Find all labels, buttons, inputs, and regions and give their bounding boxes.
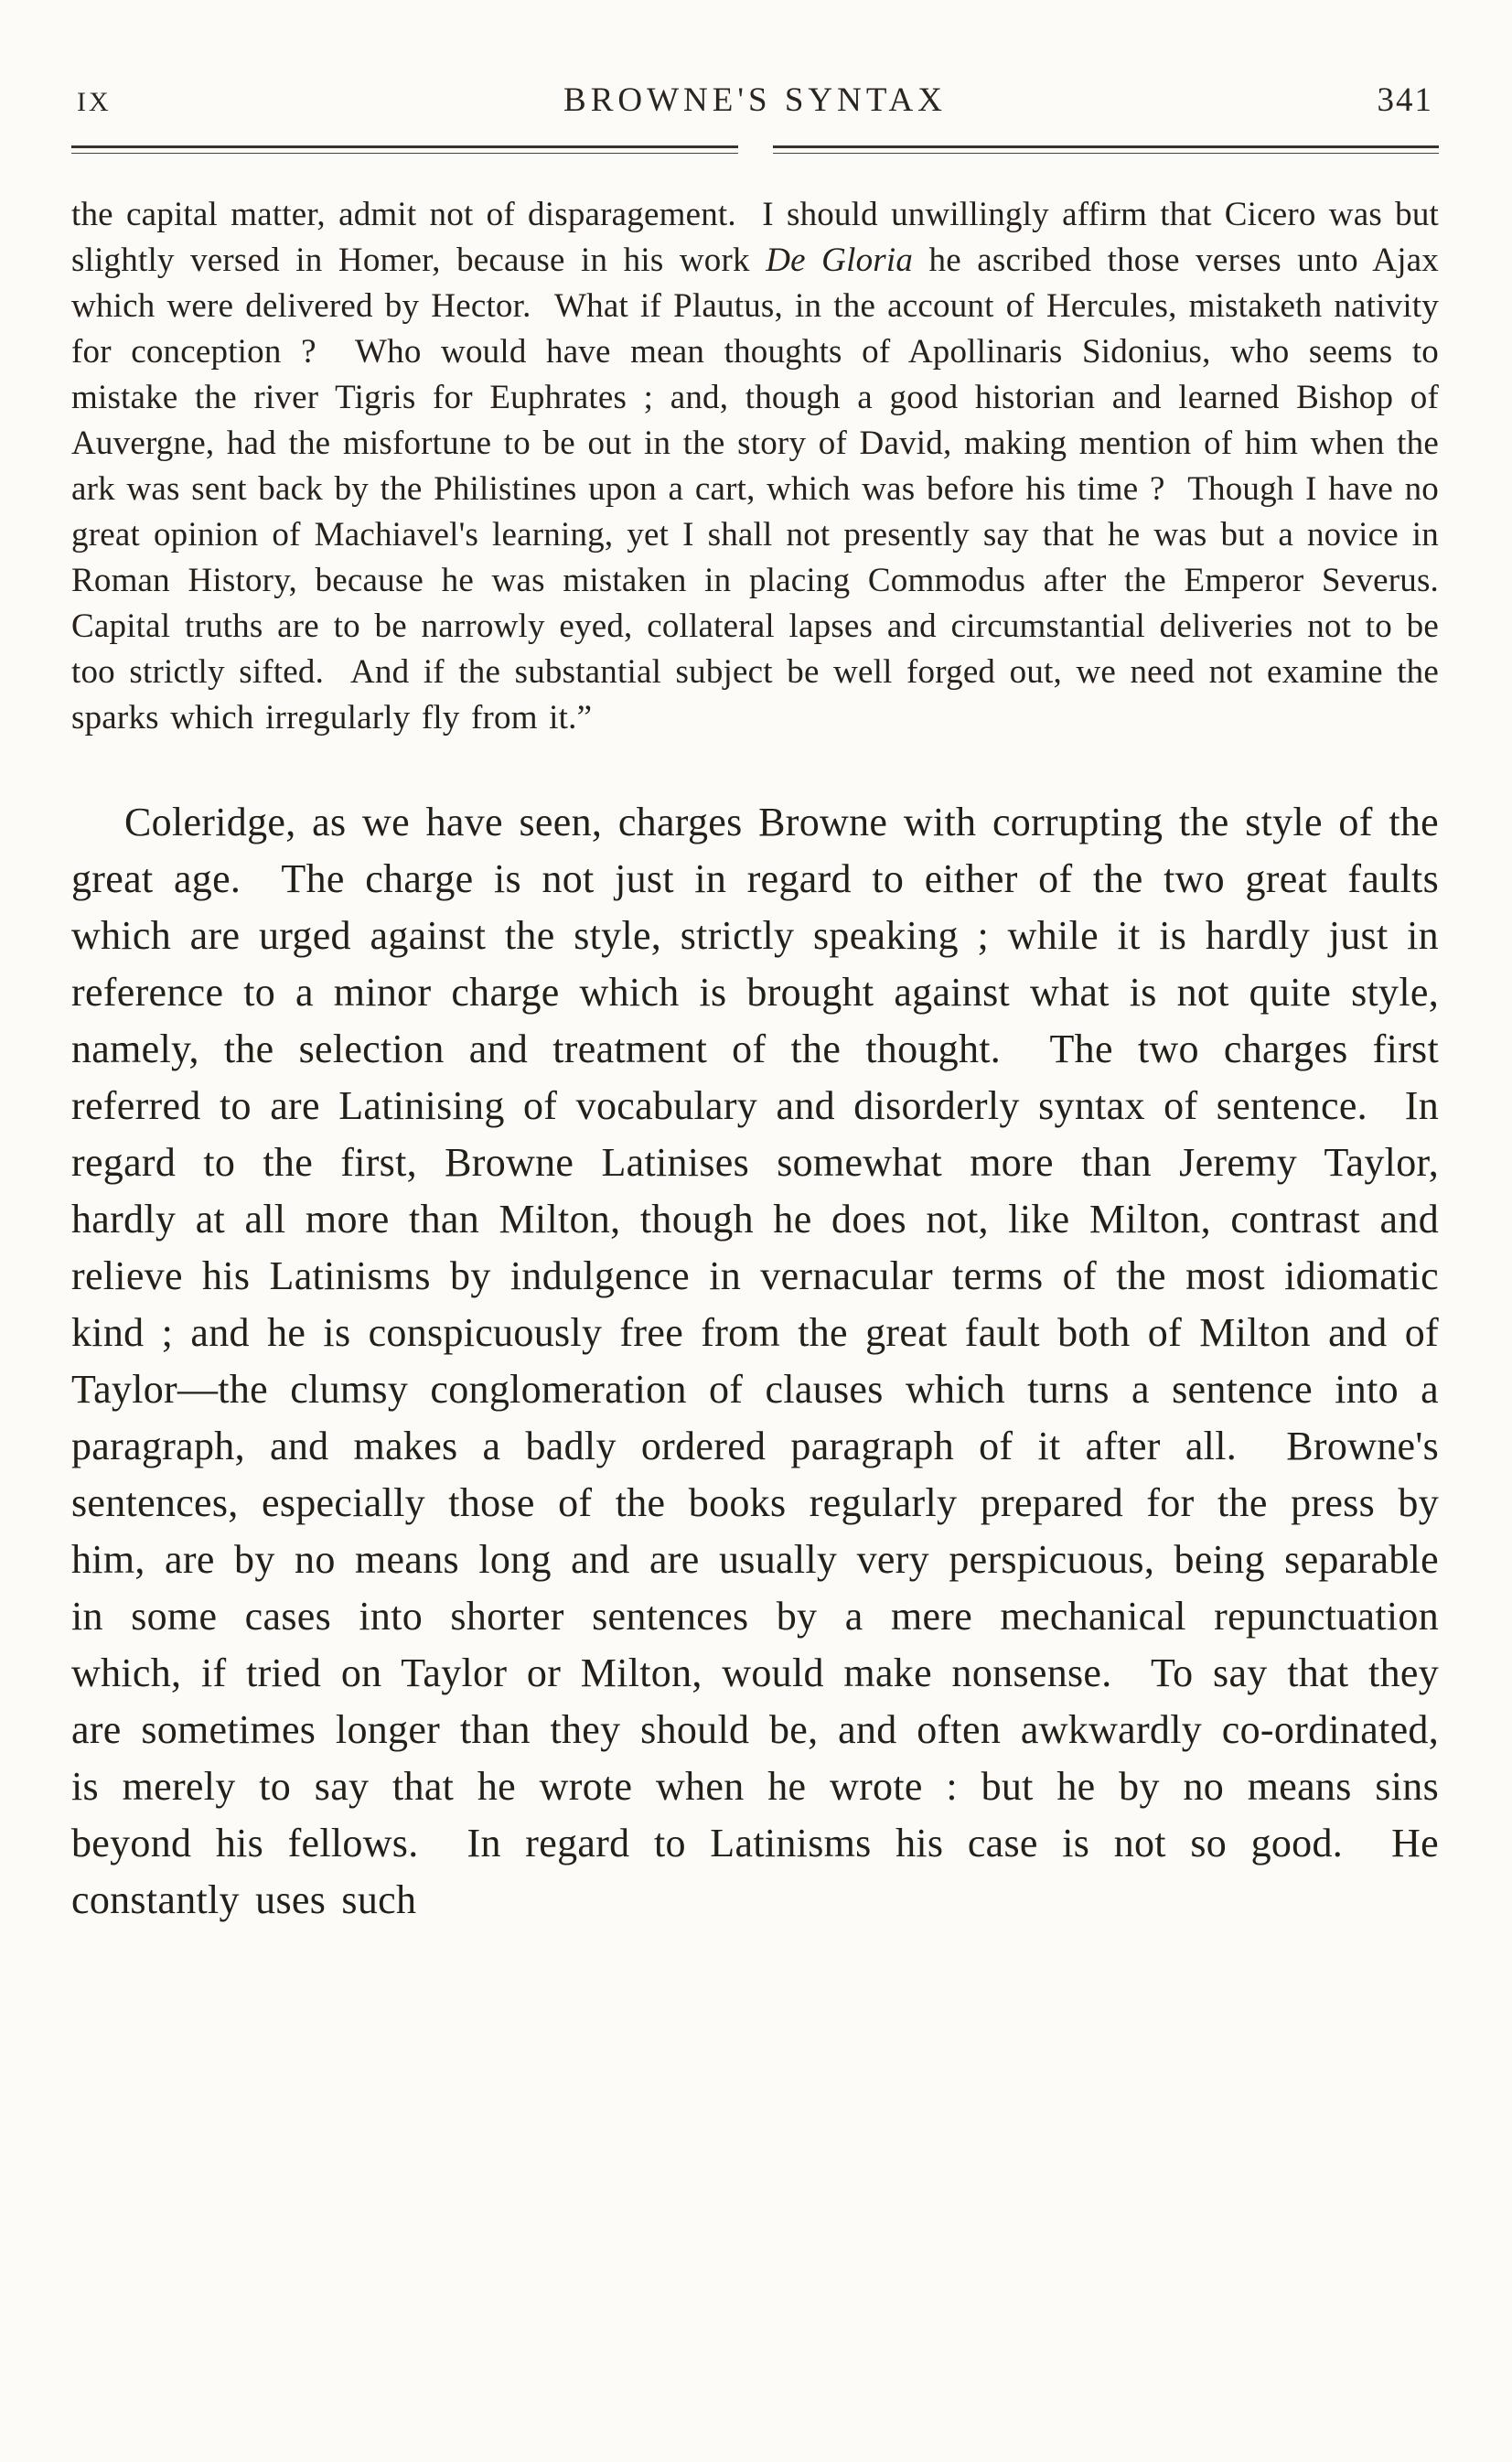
quote-text-part1: the capital matter, admit not of disparagement. I should unwillingly affirm that Cicero was but slightly versed in Homer, because in his work [71,196,1451,279]
running-head-title: BROWNE'S SYNTAX [563,81,947,119]
quote-text-part2: he ascribed those verses unto Ajax which were delivered by Hector. What if Plautus, in the account of Hercules, mistaketh nativity for conception ? Who would have mean thoughts of Apollinaris Sidonius, who seems to mistake the river Tigris for Euphrates ; and, though a good historian and learned Bishop of Auvergne, had the misfortune to be out in the story of David, making mention of him when the ark was sent back by the Philistines upon a cart, which was before his time ? Though I have no great opinion of Machiavel's learning, yet I shall not presently say that he was but a novice in Roman History, because he was mistaken in placing Commodus after the Emperor Severus. Capital truths are to be narrowly eyed, collateral lapses and circumstantial deliveries not to be too strictly sifted. And if the substantial subject be well forged out, we need not examine the sparks which irregularly fly from it.” [71,242,1462,736]
divider-left-segment [71,145,738,154]
page-number: 341 [1377,81,1433,119]
body-paragraph: Coleridge, as we have seen, charges Browne with corrupting the style of the great age. The charge is not just in regard to either of the two great faults which are urged against the style, strictly speaking ; while it is hardly just in reference to a minor charge which is brought against what is not quite style, namely, the selection and treatment of the thought. The two charges first referred to are Latinising of vocabulary and disorderly syntax of sentence. In regard to the first, Browne Latinises somewhat more than Jeremy Taylor, hardly at all more than Milton, though he does not, like Milton, contrast and relieve his Latinisms by indulgence in vernacular terms of the most idiomatic kind ; and he is conspicuously free from the great fault both of Milton and of Taylor—the clumsy conglomeration of clauses which turns a sentence into a paragraph, and makes a badly ordered paragraph of it after all. Browne's sentences, especially those of the books regularly prepared for the press by him, are by no means long and are usually very perspicuous, being separable in some cases into shorter sentences by a mere mechanical repunctuation which, if tried on Taylor or Milton, would make nonsense. To say that they are sometimes longer than they should be, and often awkwardly co-ordinated, is merely to say that he wrote when he wrote : but he by no means sins beyond his fellows. In regard to Latinisms his case is not so good. He constantly uses such [71,800,1455,1922]
chapter-number: IX [77,87,112,117]
quoted-passage [71,192,1462,741]
page-header [71,81,1439,120]
divider-right-segment [773,145,1440,154]
header-divider [71,145,1439,154]
quote-italic-title: De Gloria [766,242,914,279]
